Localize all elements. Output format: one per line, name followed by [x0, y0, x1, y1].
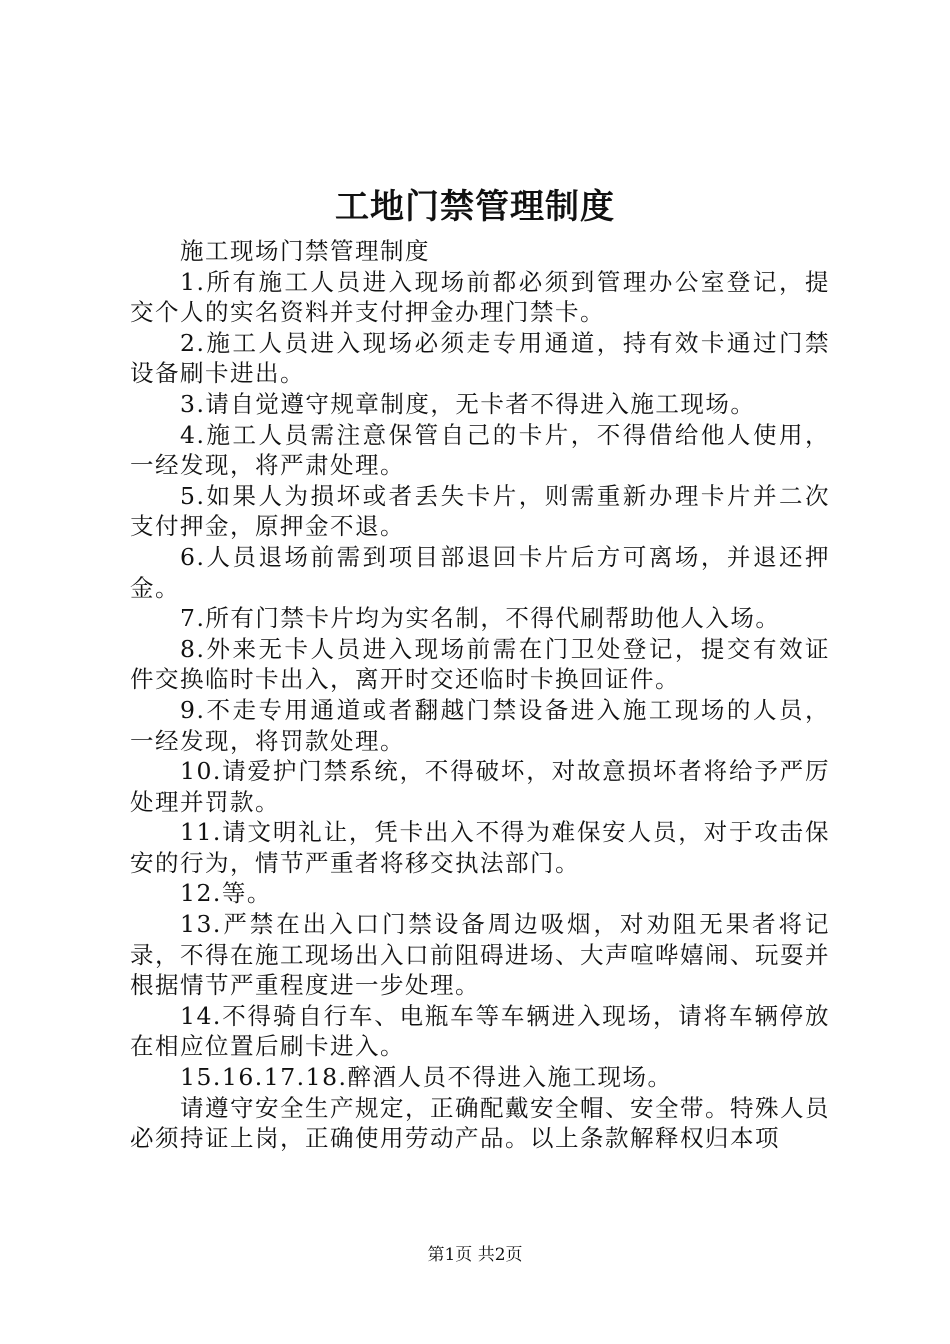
paragraph-rule-11: 11.请文明礼让，凭卡出入不得为难保安人员，对于攻击保安的行为，情节严重者将移交执法部门。: [130, 818, 830, 877]
paragraph-rule-4: 4.施工人员需注意保管自己的卡片，不得借给他人使用，一经发现，将严肃处理。: [130, 420, 830, 480]
paragraph-rule-3: 3.请自觉遵守规章制度，无卡者不得进入施工现场。: [180, 389, 756, 418]
paragraph-rule-5: 5.如果人为损坏或者丢失卡片，则需重新办理卡片并二次支付押金，原押金不退。: [130, 481, 830, 541]
paragraph-rule-2: 2.施工人员进入现场必须走专用通道，持有效卡通过门禁设备刷卡进出。: [130, 328, 830, 388]
paragraph-rule-13: 13.严禁在出入口门禁设备周边吸烟，对劝阻无果者将记录，不得在施工现场出入口前阻碍进场、大声喧哗嬉闹、玩耍并根据情节严重程度进一步处理。: [130, 910, 830, 1000]
paragraph-rule-6: 6.人员退场前需到项目部退回卡片后方可离场，并退还押金。: [130, 542, 830, 602]
paragraph-rule-1: 1.所有施工人员进入现场前都必须到管理办公室登记，提交个人的实名资料并支付押金办理门禁卡。: [130, 267, 830, 327]
paragraph-closing: 请遵守安全生产规定，正确配戴安全帽、安全带。特殊人员必须持证上岗，正确使用劳动产品。以上条款解释权归本项: [130, 1093, 830, 1153]
paragraph-rule-15-18: 15.16.17.18.醉酒人员不得进入施工现场。: [180, 1063, 673, 1092]
page-footer: 第1页 共2页: [427, 1245, 523, 1265]
paragraph-subtitle: 施工现场门禁管理制度: [180, 237, 430, 265]
paragraph-rule-9: 9.不走专用通道或者翻越门禁设备进入施工现场的人员，一经发现，将罚款处理。: [130, 695, 830, 755]
paragraph-rule-14: 14.不得骑自行车、电瓶车等车辆进入现场，请将车辆停放在相应位置后刷卡进入。: [130, 1001, 830, 1061]
paragraph-rule-7: 7.所有门禁卡片均为实名制，不得代刷帮助他人入场。: [180, 604, 781, 633]
paragraph-rule-8: 8.外来无卡人员进入现场前需在门卫处登记，提交有效证件交换临时卡出入，离开时交还临时卡换回证件。: [130, 634, 830, 694]
document-title: 工地门禁管理制度: [335, 187, 615, 227]
document-body: [130, 236, 830, 1154]
paragraph-rule-12: 12.等。: [180, 879, 272, 908]
paragraph-rule-10: 10.请爱护门禁系统，不得破坏，对故意损坏者将给予严厉处理并罚款。: [130, 757, 830, 816]
